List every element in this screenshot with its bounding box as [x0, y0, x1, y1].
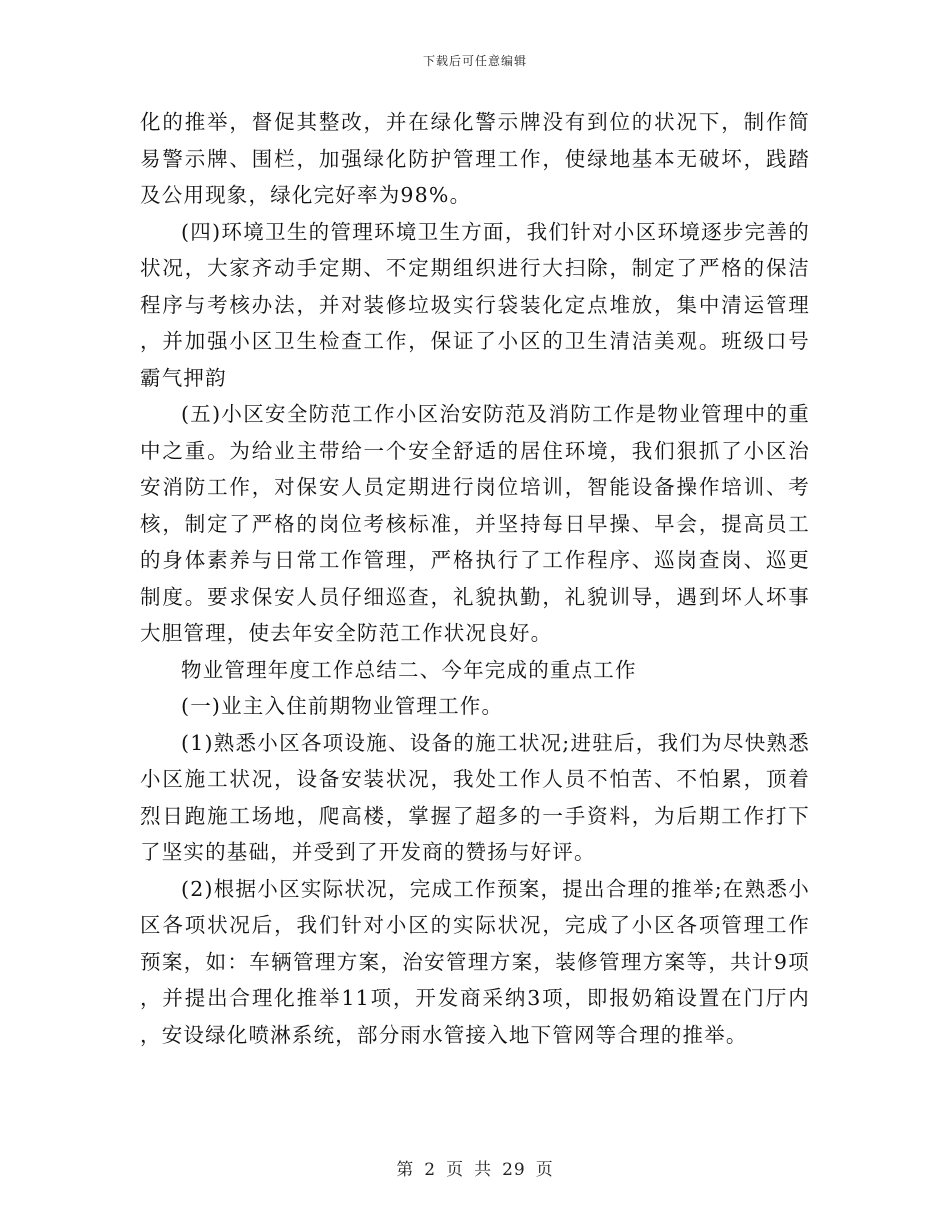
document-body [140, 104, 810, 1053]
page-label-prefix: 第 [396, 1160, 415, 1180]
page-header: 下载后可任意编辑 [422, 54, 527, 68]
page-number: 2 [424, 1160, 437, 1180]
page-label-mid: 页 [446, 1160, 465, 1180]
paragraph-environment-hygiene: (四)环境卫生的管理环境卫生方面，我们针对小区环境逐步完善的状况，大家齐动手定期、不定期组织进行大扫除，制定了严格的保洁程序与考核办法，并对装修垃圾实行袋装化定点堆放，集中清运管理，并加强小区卫生检查工作，保证了小区的卫生清洁美观。班级口号霸气押韵 [140, 219, 810, 390]
page-footer [0, 1155, 950, 1180]
total-pages: 29 [502, 1160, 526, 1180]
total-label-suffix: 页 [535, 1160, 554, 1180]
paragraph-continuation: 化的推举，督促其整改，并在绿化警示牌没有到位的状况下，制作简易警示牌、围栏，加强绿化防护管理工作，使绿地基本无破坏，践踏及公用现象，绿化完好率为98%。 [140, 110, 810, 207]
section-heading: 物业管理年度工作总结二、今年完成的重点工作 [181, 657, 637, 682]
paragraph-item-1: (1)熟悉小区各项设施、设备的施工状况;进驻后，我们为尽快熟悉小区施工状况，设备安装状况，我处工作人员不怕苦、不怕累，顶着烈日跑施工场地，爬高楼，掌握了超多的一手资料，为后期工作打下了坚实的基础，并受到了开发商的赞扬与好评。 [140, 730, 810, 864]
subsection-heading: (一)业主入住前期物业管理工作。 [181, 694, 504, 718]
total-label-prefix: 共 [474, 1160, 493, 1180]
paragraph-safety-prevention: (五)小区安全防范工作小区治安防范及消防工作是物业管理中的重中之重。为给业主带给一个安全舒适的居住环境，我们狠抓了小区治安消防工作，对保安人员定期进行岗位培训，智能设备操作培训、考核，制定了严格的岗位考核标准，并坚持每日早操、早会，提高员工的身体素养与日常工作管理，严格执行了工作程序、巡岗查岗、巡更制度。要求保安人员仔细巡查，礼貌执勤，礼貌训导，遇到坏人坏事大胆管理，使去年安全防范工作状况良好。 [140, 402, 810, 645]
paragraph-item-2: (2)根据小区实际状况，完成工作预案，提出合理的推举;在熟悉小区各项状况后，我们针对小区的实际状况，完成了小区各项管理工作预案，如：车辆管理方案，治安管理方案，装修管理方案等，共计9项，并提出合理化推举11项，开发商采纳3项，即报奶箱设置在门厅内，安设绿化喷淋系统，部分雨水管接入地下管网等合理的推举。 [140, 876, 810, 1047]
